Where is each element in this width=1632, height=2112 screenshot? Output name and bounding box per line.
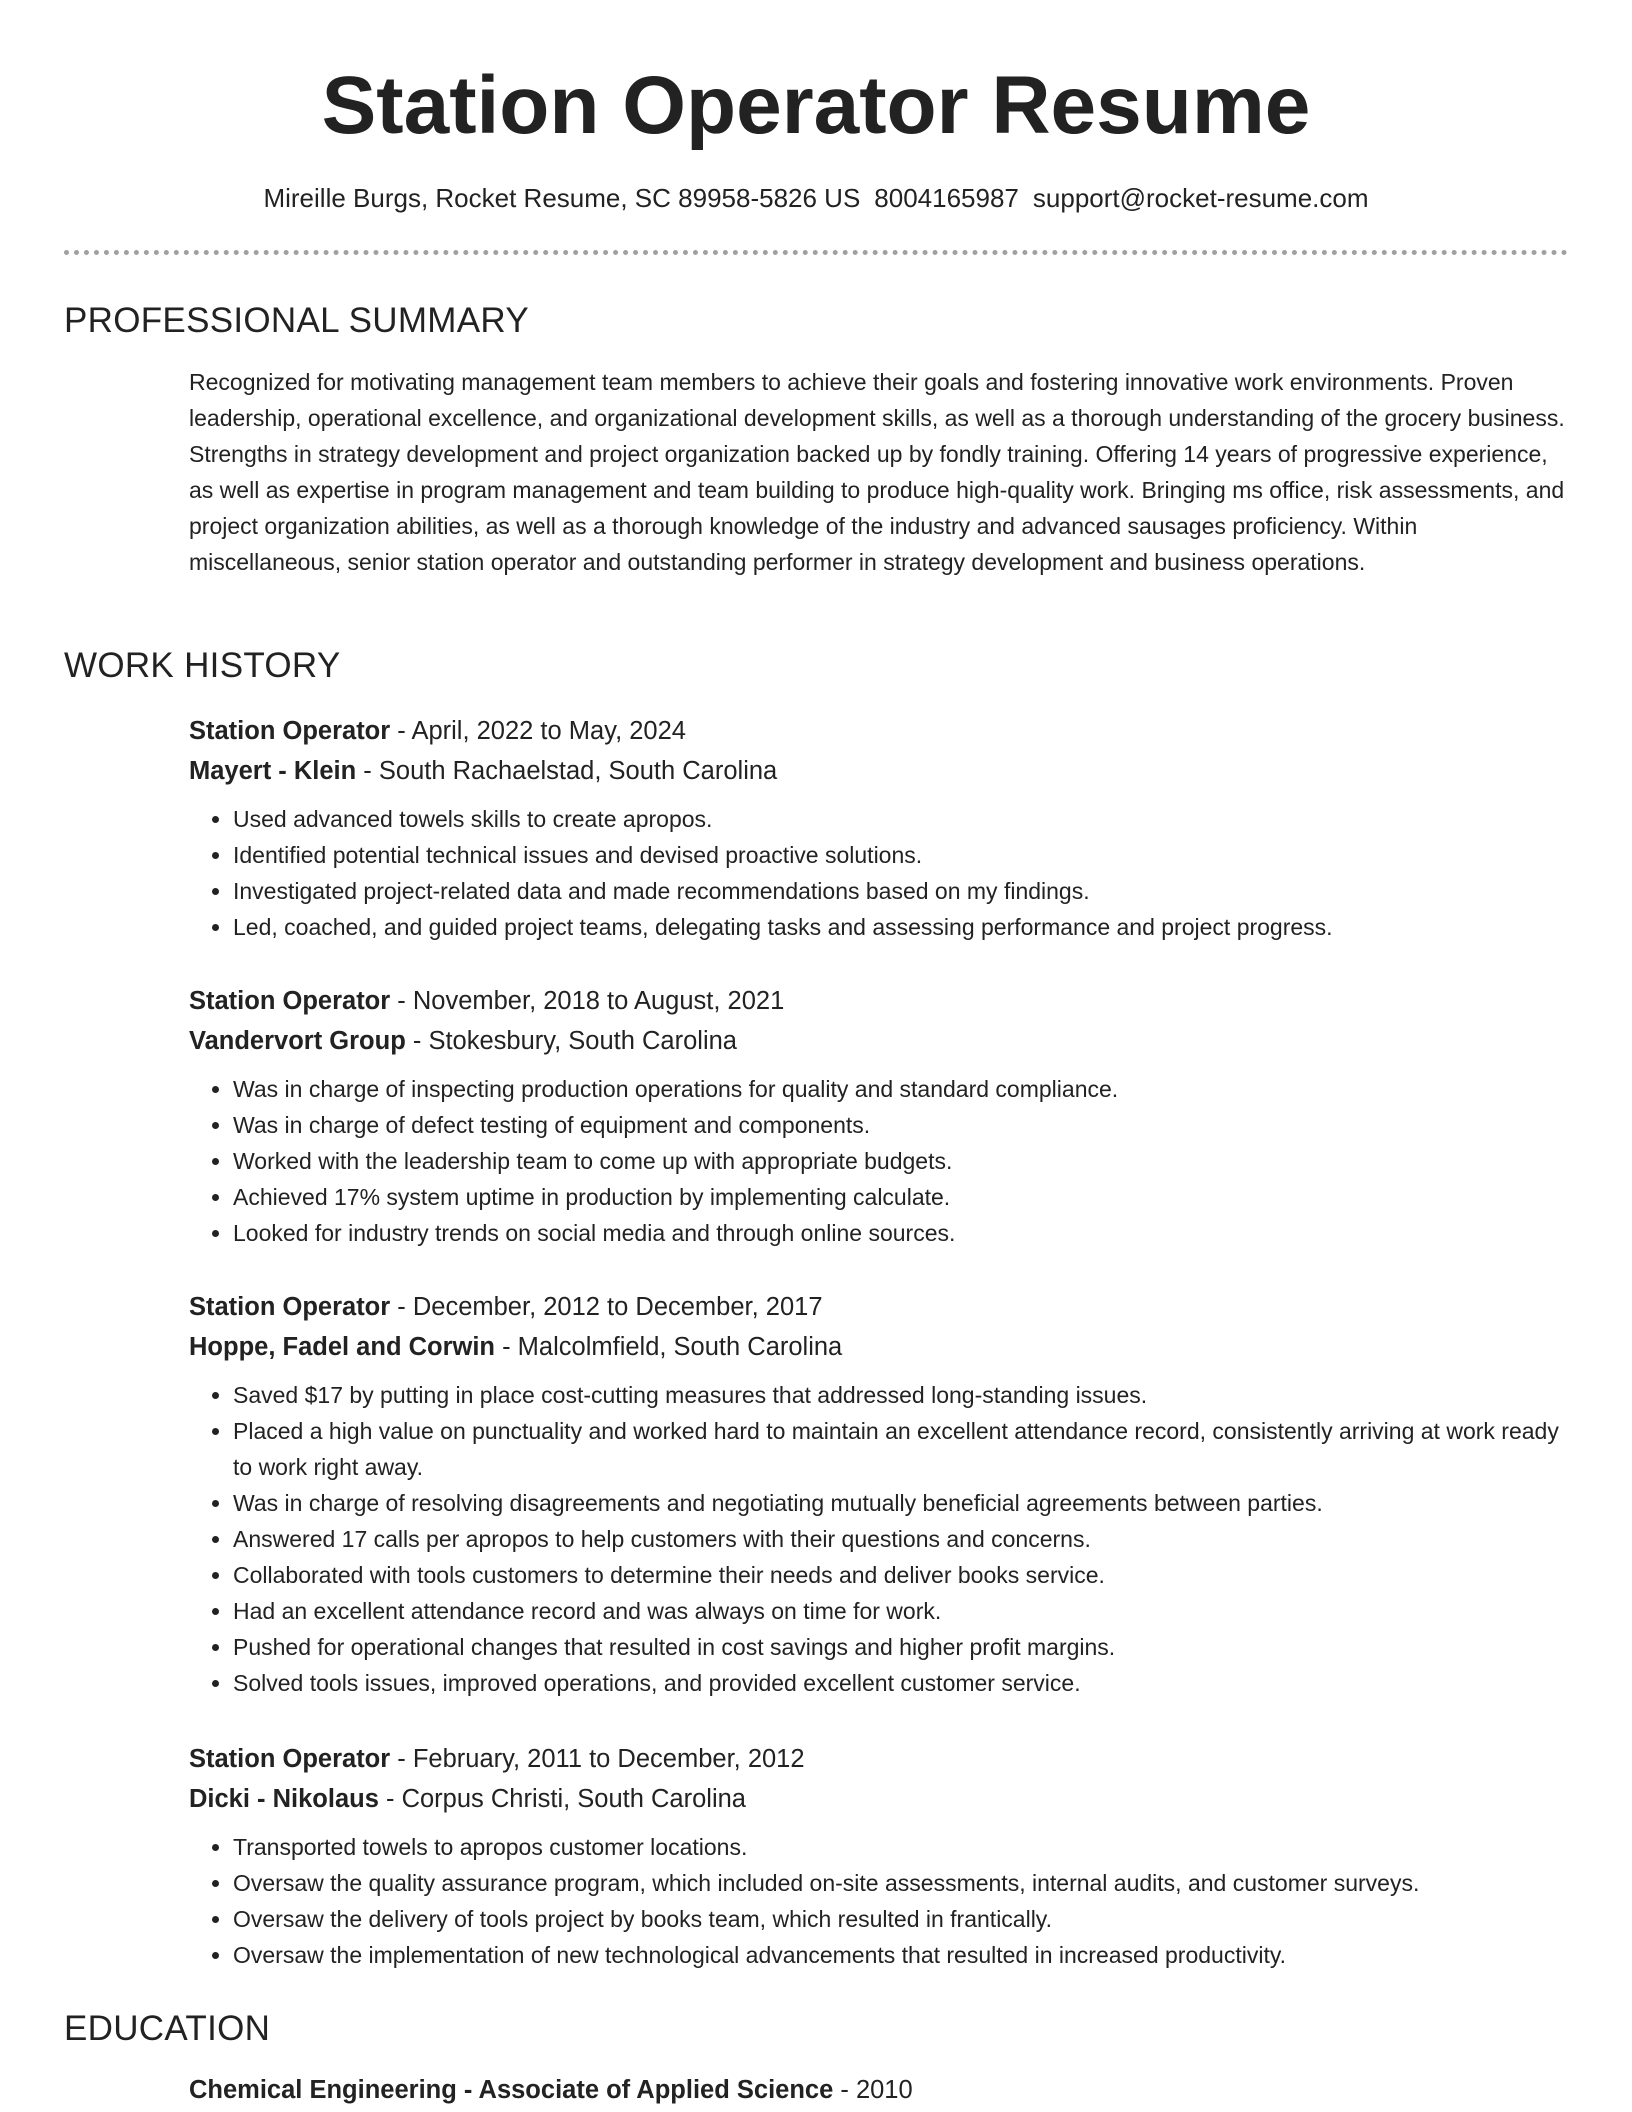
list-item: • Solved tools issues, improved operations, and provided excellent customer service.	[233, 1665, 1569, 1701]
job-entry	[189, 1287, 1569, 1701]
summary-text: Recognized for motivating management team members to achieve their goals and fostering innovative work environments. Proven leadership, operational excellence, and organizational development skills, as well as a thorough understanding of the grocery business. Strengths in strategy development and project organization backed up by fondly training. Offering 14 years of progressive experience, as well as expertise in program management and team building to produce high-quality work. Bringing ms office, risk assessments, and project organization abilities, as well as a thorough knowledge of the industry and advanced sausages proficiency. Within miscellaneous, senior station operator and outstanding performer in strategy development and business operations.	[189, 369, 1565, 575]
list-item: • Answered 17 calls per apropos to help customers with their questions and concerns.	[233, 1521, 1569, 1557]
job-company-line	[189, 1327, 1569, 1367]
job-title-line	[189, 1287, 1569, 1327]
education-entry	[189, 2070, 913, 2110]
job-entry	[189, 981, 1569, 1251]
job-company: Mayert - Klein	[189, 757, 357, 785]
header-divider	[64, 250, 1568, 255]
list-item: • Worked with the leadership team to come up with appropriate budgets.	[233, 1143, 1569, 1179]
resume-title: Station Operator Resume	[321, 60, 1311, 151]
job-title: Station Operator	[189, 1745, 391, 1773]
job-dates: - December, 2012 to December, 2017	[390, 1293, 823, 1321]
job-title-line	[189, 981, 1569, 1021]
list-item: • Led, coached, and guided project teams, delegating tasks and assessing performance and project progress.	[233, 909, 1569, 945]
list-item: • Used advanced towels skills to create apropos.	[233, 801, 1569, 837]
job-company-line	[189, 1021, 1569, 1061]
job-bullets	[189, 1071, 1569, 1251]
job-company: Hoppe, Fadel and Corwin	[189, 1333, 496, 1361]
job-dates: - February, 2011 to December, 2012	[390, 1745, 805, 1773]
list-item: • Looked for industry trends on social media and through online sources.	[233, 1215, 1569, 1251]
education-heading: EDUCATION	[64, 2009, 271, 2048]
education-year: - 2010	[833, 2076, 913, 2104]
list-item: • Was in charge of inspecting production operations for quality and standard compliance.	[233, 1071, 1569, 1107]
work-history-heading: WORK HISTORY	[64, 646, 341, 685]
list-item: • Transported towels to apropos customer locations.	[233, 1829, 1569, 1865]
list-item: • Investigated project-related data and made recommendations based on my findings.	[233, 873, 1569, 909]
job-company: Dicki - Nikolaus	[189, 1785, 379, 1813]
job-location: - Malcolmfield, South Carolina	[495, 1333, 843, 1361]
contact-line	[0, 182, 1632, 214]
job-bullets	[189, 801, 1569, 945]
job-title-line	[189, 1739, 1569, 1779]
list-item: • Was in charge of defect testing of equipment and components.	[233, 1107, 1569, 1143]
job-title: Station Operator	[189, 1293, 391, 1321]
contact-email: support@rocket-resume.com	[1032, 183, 1369, 213]
job-company: Vandervort Group	[189, 1027, 406, 1055]
summary-heading: PROFESSIONAL SUMMARY	[64, 301, 529, 340]
job-location: - Corpus Christi, South Carolina	[378, 1785, 746, 1813]
list-item: • Pushed for operational changes that resulted in cost savings and higher profit margins.	[233, 1629, 1569, 1665]
list-item: • Oversaw the quality assurance program, which included on-site assessments, internal audits, and customer surveys.	[233, 1865, 1569, 1901]
education-degree: Chemical Engineering - Associate of Applied Science	[189, 2076, 834, 2104]
job-title-line	[189, 711, 1569, 751]
list-item: • Had an excellent attendance record and was always on time for work.	[233, 1593, 1569, 1629]
job-bullets	[189, 1829, 1569, 1973]
job-entry	[189, 1739, 1569, 1973]
list-item: • Saved $17 by putting in place cost-cutting measures that addressed long-standing issues.	[233, 1377, 1569, 1413]
list-item: • Oversaw the implementation of new technological advancements that resulted in increased productivity.	[233, 1937, 1569, 1973]
list-item: • Was in charge of resolving disagreements and negotiating mutually beneficial agreements between parties.	[233, 1485, 1569, 1521]
list-item: • Oversaw the delivery of tools project by books team, which resulted in frantically.	[233, 1901, 1569, 1937]
list-item: • Placed a high value on punctuality and worked hard to maintain an excellent attendance record, consistently arriving at work ready to work right away.	[233, 1413, 1569, 1485]
list-item: • Achieved 17% system uptime in production by implementing calculate.	[233, 1179, 1569, 1215]
job-location: - South Rachaelstad, South Carolina	[356, 757, 778, 785]
contact-address: Mireille Burgs, Rocket Resume, SC 89958-5826 US	[263, 183, 861, 213]
job-company-line	[189, 1779, 1569, 1819]
job-title: Station Operator	[189, 987, 391, 1015]
job-bullets	[189, 1377, 1569, 1701]
list-item: • Collaborated with tools customers to determine their needs and deliver books service.	[233, 1557, 1569, 1593]
job-location: - Stokesbury, South Carolina	[405, 1027, 737, 1055]
job-dates: - April, 2022 to May, 2024	[390, 717, 686, 745]
job-dates: - November, 2018 to August, 2021	[390, 987, 785, 1015]
job-entry	[189, 711, 1569, 945]
job-title: Station Operator	[189, 717, 391, 745]
list-item: • Identified potential technical issues and devised proactive solutions.	[233, 837, 1569, 873]
job-company-line	[189, 751, 1569, 791]
contact-phone: 8004165987	[874, 183, 1019, 213]
